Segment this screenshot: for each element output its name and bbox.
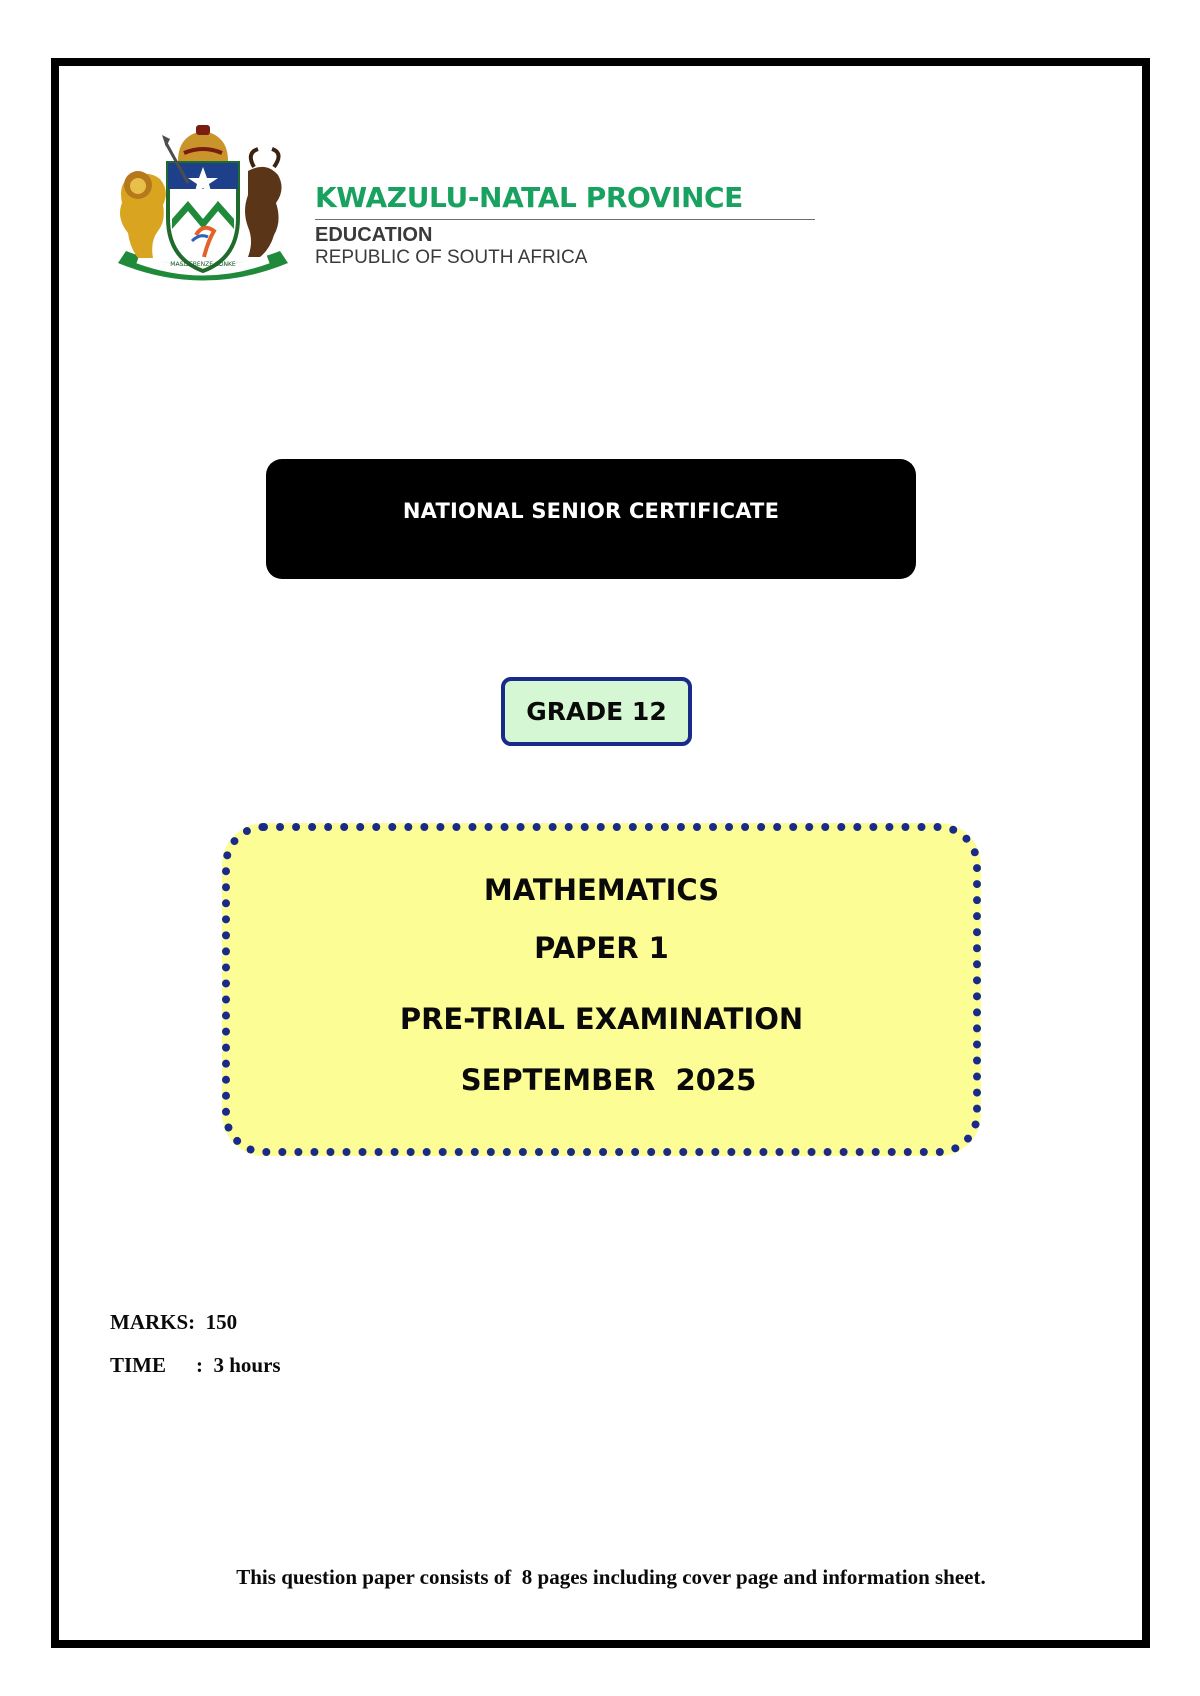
- crest-motto: MASISEBENZE SONKE: [170, 261, 236, 268]
- certificate-banner: [266, 459, 916, 579]
- org-divider: [315, 219, 815, 220]
- marks-label: MARKS:: [110, 1310, 196, 1334]
- grade-badge: [501, 677, 692, 746]
- grade-label: GRADE 12: [526, 697, 667, 726]
- paper-number: PAPER 1: [534, 931, 669, 965]
- org-department: EDUCATION: [315, 224, 433, 246]
- org-country: REPUBLIC OF SOUTH AFRICA: [315, 247, 588, 268]
- subject-name: MATHEMATICS: [483, 873, 720, 907]
- coat-of-arms-icon: [108, 123, 298, 288]
- time-separator: :: [196, 1353, 203, 1377]
- marks-value: 150: [205, 1310, 238, 1334]
- exam-type: PRE-TRIAL EXAMINATION: [399, 1002, 804, 1036]
- time-line: [110, 1353, 281, 1378]
- time-value: 3 hours: [213, 1353, 281, 1377]
- marks-line: [110, 1310, 237, 1335]
- exam-session: SEPTEMBER 2025: [460, 1063, 757, 1097]
- time-label: TIME: [110, 1353, 167, 1377]
- subject-panel: [222, 823, 981, 1156]
- certificate-title: NATIONAL SENIOR CERTIFICATE: [402, 499, 780, 523]
- department-logo: [108, 123, 828, 288]
- org-name: KWAZULU-NATAL PROVINCE: [315, 181, 743, 214]
- page-count-note: This question paper consists of 8 pages including cover page and information sheet.: [236, 1565, 986, 1589]
